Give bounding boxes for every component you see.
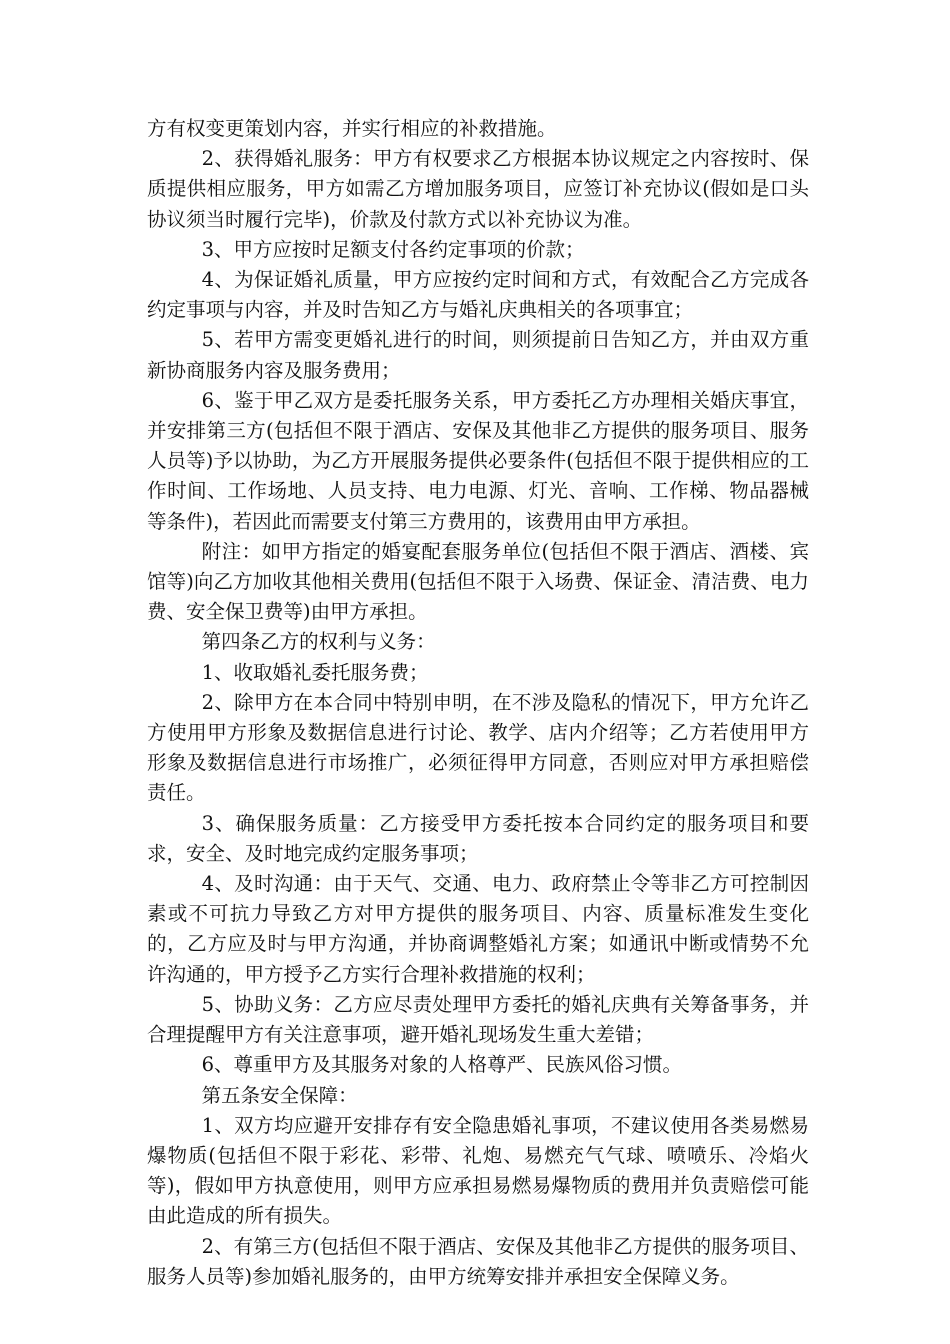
document-page (147, 114, 809, 1292)
paragraph-third-party-fees: 6、鉴于甲乙双方是委托服务关系，甲方委托乙方办理相关婚庆事宜，并安排第三方(包括但不限于酒店、安保及其他非乙方提供的服务项目、服务人员等)予以协助，为乙方开展服务提供必要条件(包括但不限于提供相应的工作时间、工作场地、人员支持、电力电源、灯光、音响、工作梯、物品器械等条件)，若因此而需要支付第三方费用的，该费用由甲方承担。 (147, 388, 809, 533)
paragraph-respect-customs: 6、尊重甲方及其服务对象的人格尊严、民族风俗习惯。 (201, 1053, 683, 1077)
section-heading-article-4: 第四条乙方的权利与义务： (201, 630, 436, 654)
paragraph-payment-duty: 3、甲方应按时足额支付各约定事项的价款； (201, 237, 585, 261)
paragraph-right-wedding-service: 2、获得婚礼服务：甲方有权要求乙方根据本协议规定之内容按时、保质提供相应服务，甲方如需乙方增加服务项目，应签订补充协议(假如是口头协议须当时履行完毕)，价款及付款方式以补充协议为准。 (147, 147, 809, 231)
paragraph-service-quality: 3、确保服务质量：乙方接受甲方委托按本合同约定的服务项目和要求，安全、及时地完成约定服务事项； (147, 811, 809, 865)
section-heading-article-5: 第五条安全保障： (201, 1083, 358, 1107)
paragraph-service-fee: 1、收取婚礼委托服务费； (201, 660, 429, 684)
paragraph-cooperation-duty: 4、为保证婚礼质量，甲方应按约定时间和方式，有效配合乙方完成各约定事项与内容，并及时告知乙方与婚礼庆典相关的各项事宜； (147, 268, 809, 322)
paragraph-safety-hazards: 1、双方均应避开安排存有安全隐患婚礼事项，不建议使用各类易燃易爆物质(包括但不限于彩花、彩带、礼炮、易燃充气气球、喷喷乐、冷焰火等)，假如甲方执意使用，则甲方应承担易燃易爆物质的费用并负责赔偿可能由此造成的所有损失。 (147, 1113, 809, 1228)
paragraph-assistance-duty: 5、协助义务：乙方应尽责处理甲方委托的婚礼庆典有关筹备事务，并合理提醒甲方有关注意事项，避开婚礼现场发生重大差错； (147, 992, 809, 1047)
paragraph-note: 附注：如甲方指定的婚宴配套服务单位(包括但不限于酒店、酒楼、宾馆等)向乙方加收其他相关费用(包括但不限于入场费、保证金、清洁费、电力费、安全保卫费等)由甲方承担。 (147, 539, 809, 624)
paragraph-time-change: 5、若甲方需变更婚礼进行的时间，则须提前日告知乙方，并由双方重新协商服务内容及服务费用； (147, 328, 809, 382)
paragraph-timely-communication: 4、及时沟通：由于天气、交通、电力、政府禁止令等非乙方可控制因素或不可抗力导致乙方对甲方提供的服务项目、内容、质量标准发生变化的，乙方应及时与甲方沟通，并协商调整婚礼方案；如通讯中断或情势不允许沟通的，甲方授予乙方实行合理补救措施的权利； (147, 872, 809, 986)
paragraph-third-party-safety: 2、有第三方(包括但不限于酒店、安保及其他非乙方提供的服务项目、服务人员等)参加婚礼服务的，由甲方统筹安排并承担安全保障义务。 (147, 1234, 809, 1288)
paragraph-continuation: 方有权变更策划内容，并实行相应的补救措施。 (147, 117, 557, 140)
paragraph-image-usage: 2、除甲方在本合同中特别申明，在不涉及隐私的情况下，甲方允许乙方使用甲方形象及数据信息进行讨论、教学、店内介绍等；乙方若使用甲方形象及数据信息进行市场推广，必须征得甲方同意，否则应对甲方承担赔偿责任。 (147, 690, 809, 805)
